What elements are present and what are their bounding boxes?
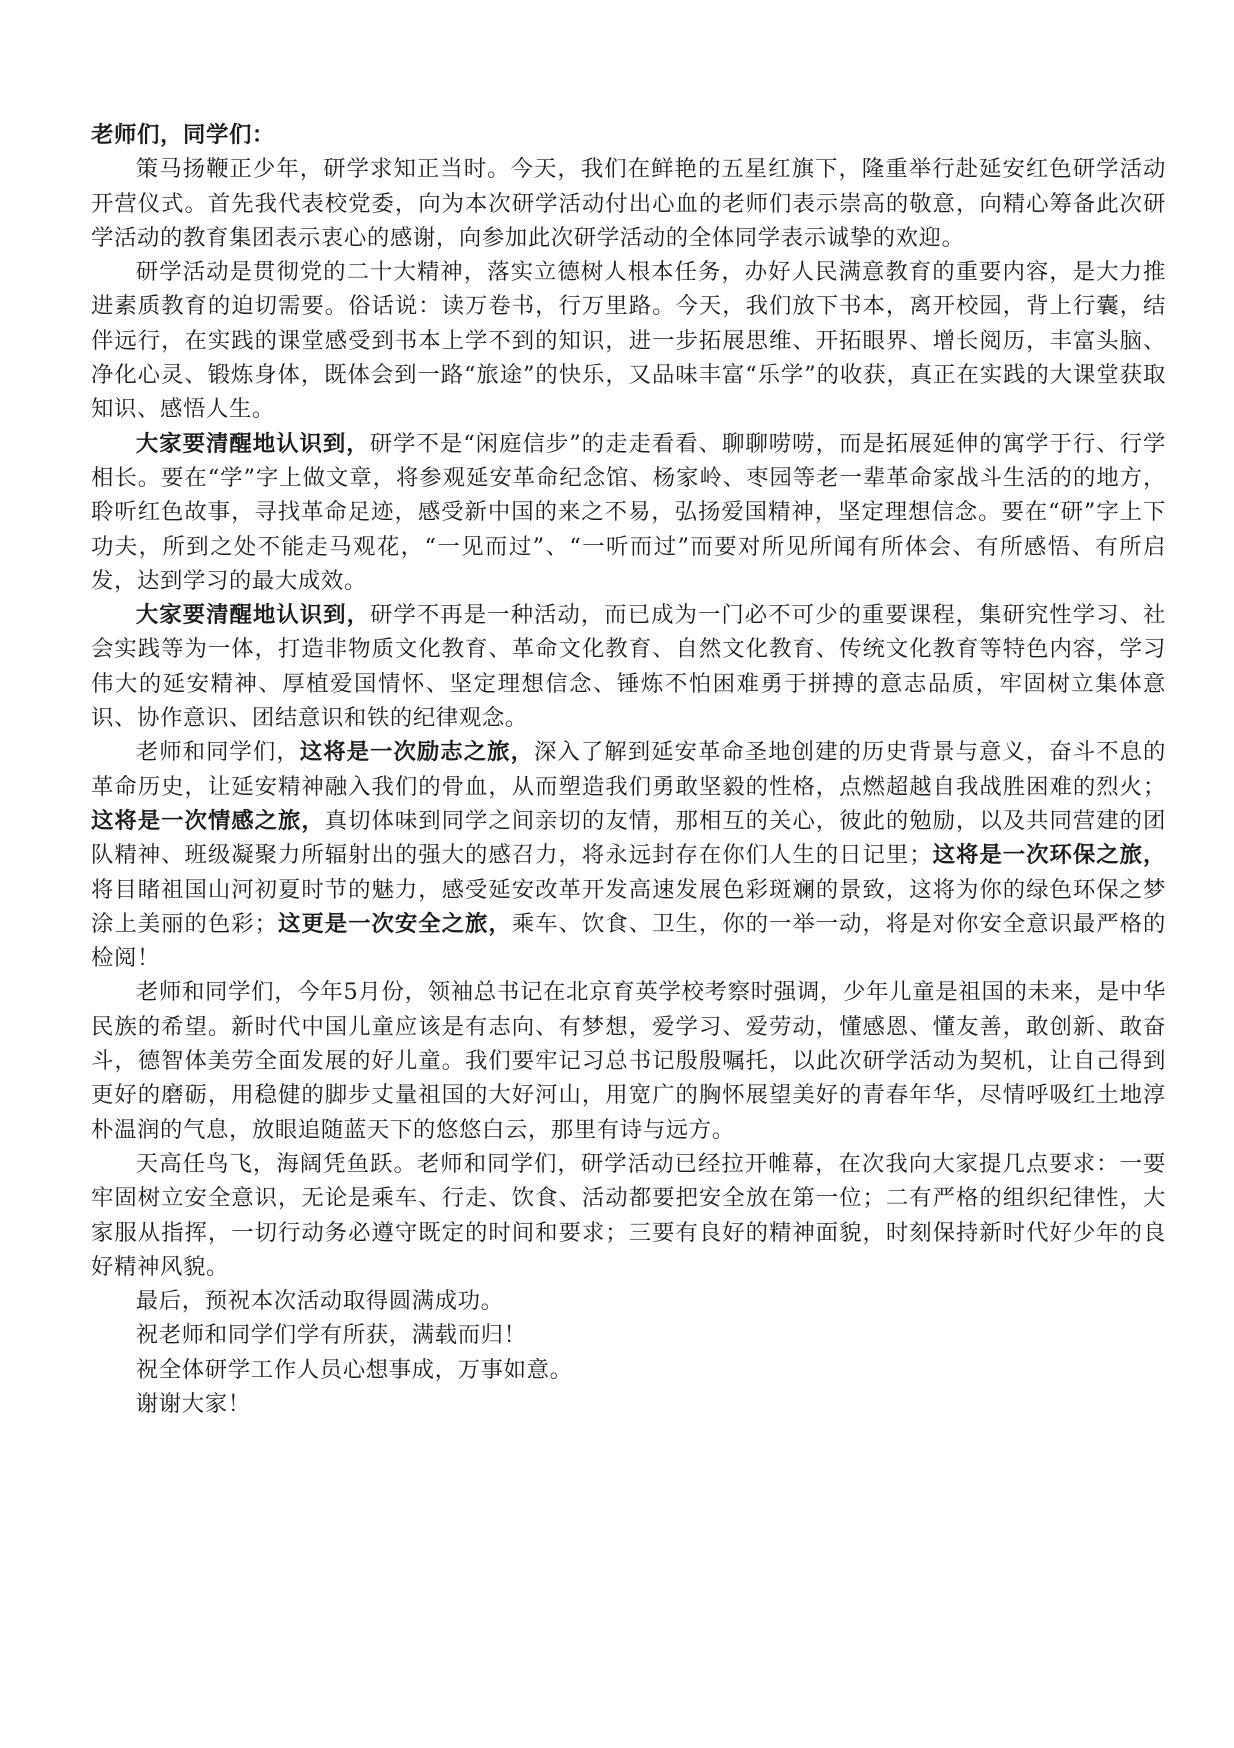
paragraph-text: 真切体味到同学之间亲切的友情，那相互的关心，彼此的勉励，以及共同营建的团队精神、班级凝聚力所辐射出的强大的感召力，将永远封存在你们人生的日记里； <box>91 807 1166 869</box>
paragraph-journeys <box>91 735 1166 975</box>
paragraph-text: 研学不再是一种活动，而已成为一门必不可少的重要课程，集研究性学习、社会实践等为一体，打造非物质文化教育、革命文化教育、自然文化教育、传统文化教育等特色内容，学习伟大的延安精神、厚植爱国情怀、坚定理想信念、锤炼不怕困难勇于拼搏的意志品质，牢固树立集体意识、协作意识、团结意识和铁的纪律观念。 <box>91 602 1166 732</box>
paragraph-expectations: 老师和同学们，今年5月份，领袖总书记在北京育英学校考察时强调，少年儿童是祖国的未来，是中华民族的希望。新时代中国儿童应该是有志向、有梦想，爱学习、爱劳动，懂感恩、懂友善，敢创新、敢奋斗，德智体美劳全面发展的好儿童。我们要牢记习总书记殷殷嘱托，以此次研学活动为契机，让自己得到更好的磨砺，用稳健的脚步丈量祖国的大好河山，用宽广的胸怀展望美好的青春年华，尽情呼吸红土地淳朴温润的气息，放眼追随蓝天下的悠悠白云，那里有诗与远方。 <box>91 979 1166 1143</box>
closing-line: 谢谢大家！ <box>135 1390 251 1417</box>
paragraph-awareness-2 <box>91 598 1166 735</box>
closing-line: 祝全体研学工作人员心想事成，万事如意。 <box>135 1356 573 1383</box>
speech-document <box>91 118 1166 1421</box>
salutation: 老师们，同学们： <box>91 122 275 148</box>
bold-phrase-inspiration: 这将是一次励志之旅， <box>299 739 534 766</box>
closing-line: 最后，预祝本次活动取得圆满成功。 <box>135 1288 504 1315</box>
paragraph-text: 研学不是“闲庭信步”的走走看看、聊聊唠唠，而是拓展延伸的寓学于行、行学相长。要在“学”字上做文章，将参观延安革命纪念馆、杨家岭、枣园等老一辈革命家战斗生活的的地方，聆听红色故事，寻找革命足迹，感受新中国的来之不易，弘扬爱国精神，坚定理想信念。要在“研”字上下功夫，所到之处不能走马观花，“一见而过”、“一听而过”而要对所见所闻有所体会、有所感悟、有所启发，达到学习的最大成效。 <box>91 430 1166 594</box>
paragraph-text: 老师和同学们， <box>135 739 300 766</box>
bold-lead: 大家要清醒地认识到， <box>135 430 370 457</box>
paragraph-awareness-1 <box>91 427 1166 598</box>
paragraph-opening: 策马扬鞭正少年，研学求知正当时。今天，我们在鲜艳的五星红旗下，隆重举行赴延安红色研学活动开营仪式。首先我代表校党委，向为本次研学活动付出心血的老师们表示崇高的敬意，向精心筹备此次研学活动的教育集团表示衷心的感谢，向参加此次研学活动的全体同学表示诚挚的欢迎。 <box>91 156 1166 251</box>
bold-phrase-environment: 这将是一次环保之旅， <box>932 842 1166 869</box>
bold-phrase-safety: 这更是一次安全之旅， <box>277 910 512 937</box>
closing-line: 祝老师和同学们学有所获，满载而归！ <box>135 1322 527 1349</box>
bold-phrase-emotion: 这将是一次情感之旅， <box>91 807 325 834</box>
bold-lead: 大家要清醒地认识到， <box>135 602 371 629</box>
paragraph-text: 将目睹祖国山河初夏时节的魅力，感受延安改革开发高速发展色彩斑斓的景致，这将为你的绿色环保之梦涂上美丽的色彩； <box>91 876 1166 937</box>
paragraph-requirements: 天高任鸟飞，海阔凭鱼跃。老师和同学们，研学活动已经拉开帷幕，在次我向大家提几点要求：一要牢固树立安全意识，无论是乘车、行走、饮食、活动都要把安全放在第一位；二有严格的组织纪律性，大家服从指挥，一切行动务必遵守既定的时间和要求；三要有良好的精神面貌，时刻保持新时代好少年的良好精神风貌。 <box>91 1150 1166 1280</box>
paragraph-text: 乘车、饮食、卫生，你的一举一动，将是对你安全意识最严格的检阅！ <box>91 910 1166 972</box>
paragraph-text: 深入了解到延安革命圣地创建的历史背景与意义，奋斗不息的革命历史，让延安精神融入我们的骨血，从而塑造我们勇敢坚毅的性格，点燃超越自我战胜困难的烈火； <box>91 739 1166 800</box>
paragraph-significance: 研学活动是贯彻党的二十大精神，落实立德树人根本任务，办好人民满意教育的重要内容，是大力推进素质教育的迫切需要。俗话说：读万卷书，行万里路。今天，我们放下书本，离开校园，背上行囊，结伴远行，在实践的课堂感受到书本上学不到的知识，进一步拓展思维、开拓眼界、增长阅历，丰富头脑、净化心灵、锻炼身体，既体会到一路“旅途”的快乐，又品味丰富“乐学”的收获，真正在实践的大课堂获取知识、感悟人生。 <box>91 259 1166 423</box>
